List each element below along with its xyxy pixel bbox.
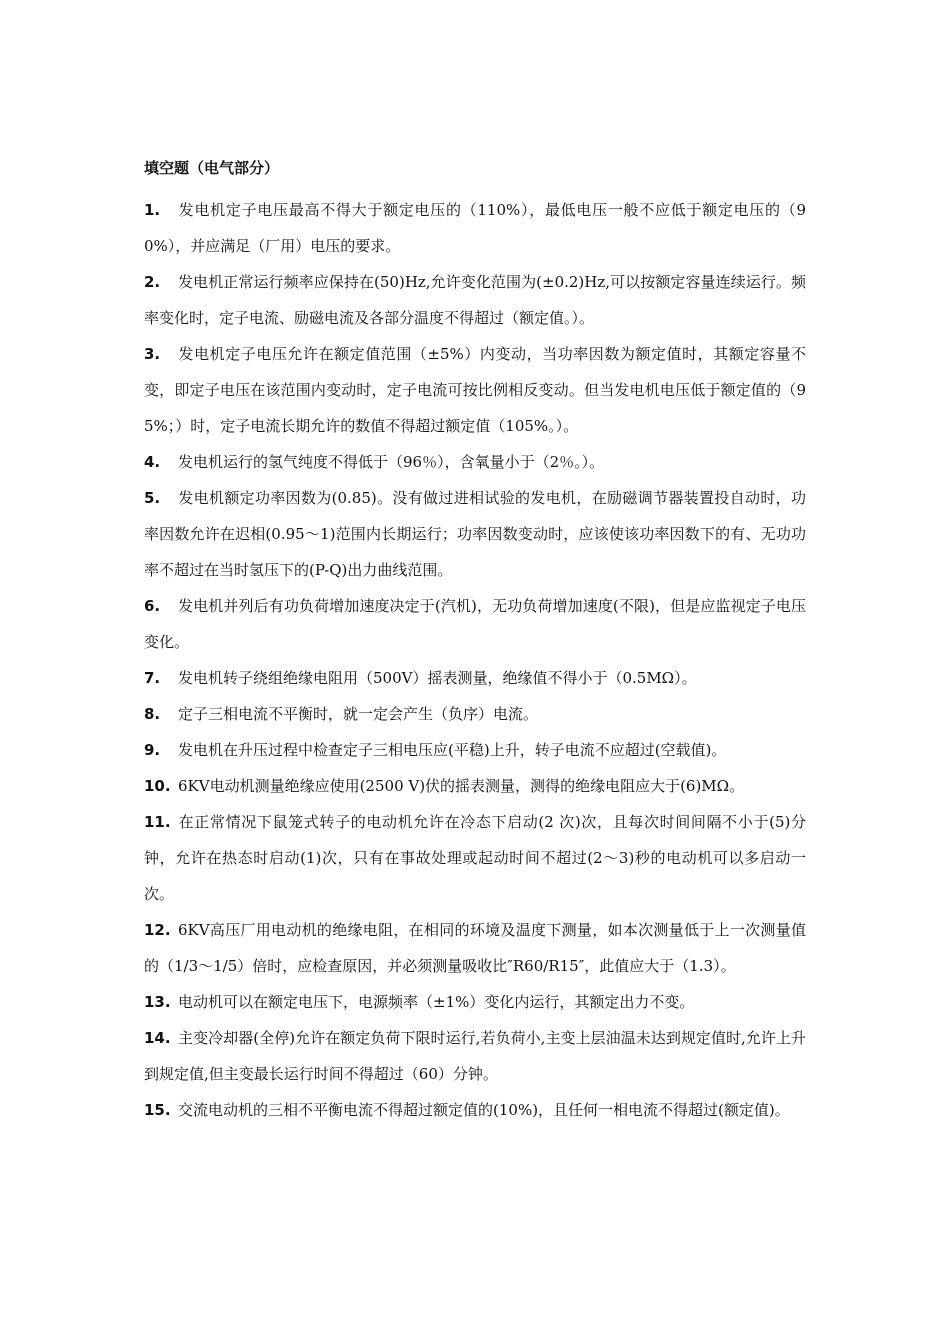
question-number: 14. xyxy=(144,1029,171,1047)
question-number: 11. xyxy=(144,813,171,831)
question-number: 4. xyxy=(144,453,161,471)
question-text: 发电机额定功率因数为(0.85)。没有做过进相试验的发电机，在励磁调节器装置投自动时，功率因数允许在迟相(0.95～1)范围内长期运行；功率因数变动时，应该使该功率因数下的有、无功功率不超过在当时氢压下的(P-Q)出力曲线范围。 xyxy=(144,489,806,579)
question-item xyxy=(144,444,806,480)
question-item xyxy=(144,480,806,588)
question-number: 8. xyxy=(144,705,161,723)
question-number: 2. xyxy=(144,273,161,291)
question-text: 6KV电动机测量绝缘应使用(2500 V)伏的摇表测量，测得的绝缘电阻应大于(6)MΩ。 xyxy=(178,777,745,795)
question-number: 9. xyxy=(144,741,161,759)
question-number: 1. xyxy=(144,201,161,219)
question-text: 发电机转子绕组绝缘电阻用（500V）摇表测量，绝缘值不得小于（0.5MΩ）。 xyxy=(178,669,697,687)
question-text: 发电机运行的氢气纯度不得低于（96％），含氧量小于（2％。）。 xyxy=(178,453,605,471)
question-item xyxy=(144,768,806,804)
question-item xyxy=(144,588,806,660)
question-number: 12. xyxy=(144,921,171,939)
document-content xyxy=(144,158,806,1128)
question-item xyxy=(144,984,806,1020)
question-item xyxy=(144,336,806,444)
section-title: 填空题（电气部分） xyxy=(144,159,280,177)
question-text: 发电机定子电压允许在额定值范围（±5%）内变动，当功率因数为额定值时，其额定容量不变，即定子电压在该范围内变动时，定子电流可按比例相反变动。但当发电机电压低于额定值的（95%；）时，定子电流长期允许的数值不得超过额定值（105%。）。 xyxy=(144,345,806,435)
question-text: 发电机定子电压最高不得大于额定电压的（110%），最低电压一般不应低于额定电压的（90%），并应满足（厂用）电压的要求。 xyxy=(144,201,806,255)
question-number: 10. xyxy=(144,777,171,795)
question-text: 发电机在升压过程中检查定子三相电压应(平稳)上升，转子电流不应超过(空载值)。 xyxy=(178,741,727,759)
question-number: 7. xyxy=(144,669,161,687)
question-text: 主变冷却器(全停)允许在额定负荷下限时运行,若负荷小,主变上层油温未达到规定值时,允许上升到规定值,但主变最长运行时间不得超过（60）分钟。 xyxy=(144,1029,806,1083)
question-text: 发电机正常运行频率应保持在(50)Hz,允许变化范围为(±0.2)Hz,可以按额定容量连续运行。频率变化时，定子电流、励磁电流及各部分温度不得超过（额定值。）。 xyxy=(144,273,806,327)
question-text: 发电机并列后有功负荷增加速度决定于(汽机)，无功负荷增加速度(不限)，但是应监视定子电压变化。 xyxy=(144,597,806,651)
question-item xyxy=(144,912,806,984)
question-text: 6KV高压厂用电动机的绝缘电阻，在相同的环境及温度下测量，如本次测量低于上一次测量值的（1/3～1/5）倍时，应检查原因，并必须测量吸收比″R60/R15″，此值应大于（1.3）。 xyxy=(144,921,806,975)
question-text: 交流电动机的三相不平衡电流不得超过额定值的(10%)，且任何一相电流不得超过(额定值)。 xyxy=(178,1101,790,1119)
question-item xyxy=(144,696,806,732)
question-item xyxy=(144,732,806,768)
question-number: 13. xyxy=(144,993,171,1011)
question-item xyxy=(144,1020,806,1092)
question-item xyxy=(144,1092,806,1128)
question-number: 15. xyxy=(144,1101,171,1119)
question-number: 5. xyxy=(144,489,161,507)
question-item xyxy=(144,264,806,336)
question-item xyxy=(144,192,806,264)
question-text: 定子三相电流不平衡时，就一定会产生（负序）电流。 xyxy=(178,705,539,723)
question-text: 在正常情况下鼠笼式转子的电动机允许在冷态下启动(2 次)次，且每次时间间隔不小于(5)分钟，允许在热态时启动(1)次，只有在事故处理或起动时间不超过(2～3)秒的电动机可以多启动一次。 xyxy=(144,813,806,903)
question-number: 6. xyxy=(144,597,161,615)
question-text: 电动机可以在额定电压下，电源频率（±1%）变化内运行，其额定出力不变。 xyxy=(178,993,695,1011)
question-item xyxy=(144,660,806,696)
question-number: 3. xyxy=(144,345,161,363)
question-item xyxy=(144,804,806,912)
